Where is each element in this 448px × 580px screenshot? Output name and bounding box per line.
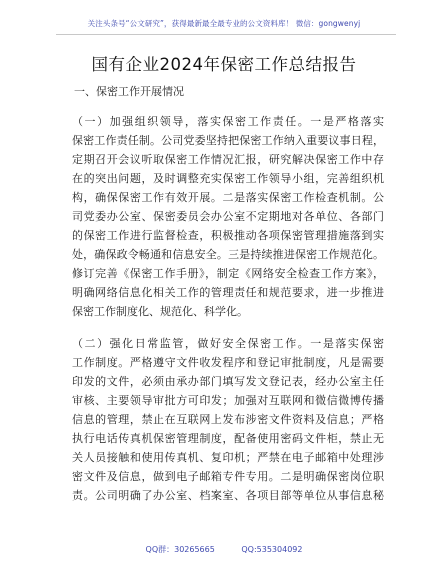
text-line: 司党委办公室、保密委员会办公室不定期地对各单位、各部门 [72,210,384,223]
text-line: 明确网络信息化相关工作的管理责任和规范要求，进一步推进 [72,286,384,299]
header-divider [56,34,396,35]
text-line: 保密工作制度化、规范化、科学化。 [72,305,248,318]
footer-qq-group: QQ群：30265665 [145,545,215,554]
footer-qq: QQ:535304092 [241,545,303,554]
text-line: 在的突出问题，及时调整充实保密工作领导小组，完善组织机 [72,172,384,185]
text-line: 信息的管理，禁止在互联网上发布涉密文件资料及信息；严格 [72,413,384,426]
paragraph-2 [72,334,384,505]
text-line: （一）加强组织领导，落实保密工作责任。一是严格落实 [72,115,384,128]
text-line: 执行电话传真机保密管理制度，配备使用密码文件柜，禁止无 [72,432,384,445]
text-line: 处，确保政令畅通和信息安全。三是持续推进保密工作规范化。 [72,248,384,261]
paragraph-1 [72,112,384,321]
text-line: 构，确保保密工作有效开展。二是落实保密工作检查机制。公 [72,191,384,204]
text-line: 责。公司明确了办公室、档案室、各项目部等单位从事信息秘 [72,489,384,502]
text-line: 印发的文件，必须由承办部门填写发文登记表，经办公室主任 [72,375,384,388]
section-heading: 一、保密工作开展情况 [74,85,184,98]
text-line: （二）强化日常监管，做好安全保密工作。一是落实保密 [72,337,384,350]
text-line: 的保密工作进行监督检查，积极推动各项保密管理措施落到实 [72,229,384,242]
text-line: 工作制度。严格遵守文件收发程序和登记审批制度，凡是需要 [72,356,384,369]
text-line: 保密工作责任制。公司党委坚持把保密工作纳入重要议事日程， [72,134,384,147]
text-line: 定期召开会议听取保密工作情况汇报，研究解决保密工作中存 [72,153,384,166]
footer [0,544,448,555]
text-line: 密文件及信息，做到电子邮箱专件专用。二是明确保密岗位职 [72,470,384,483]
text-line: 关人员接触和使用传真机、复印机；严禁在电子邮箱中处理涉 [72,451,384,464]
text-line: 审核、主要领导审批方可印发；加强对互联网和微信微博传播 [72,394,384,407]
header-banner: 关注头条号“公文研究”，获得最新最全最专业的公文资料库！ 微信：gongwenyj [87,19,361,28]
document-title: 国有企业2024年保密工作总结报告 [91,55,357,74]
text-line: 修订完善《保密工作手册》，制定《网络安全检查工作方案》， [72,267,384,280]
